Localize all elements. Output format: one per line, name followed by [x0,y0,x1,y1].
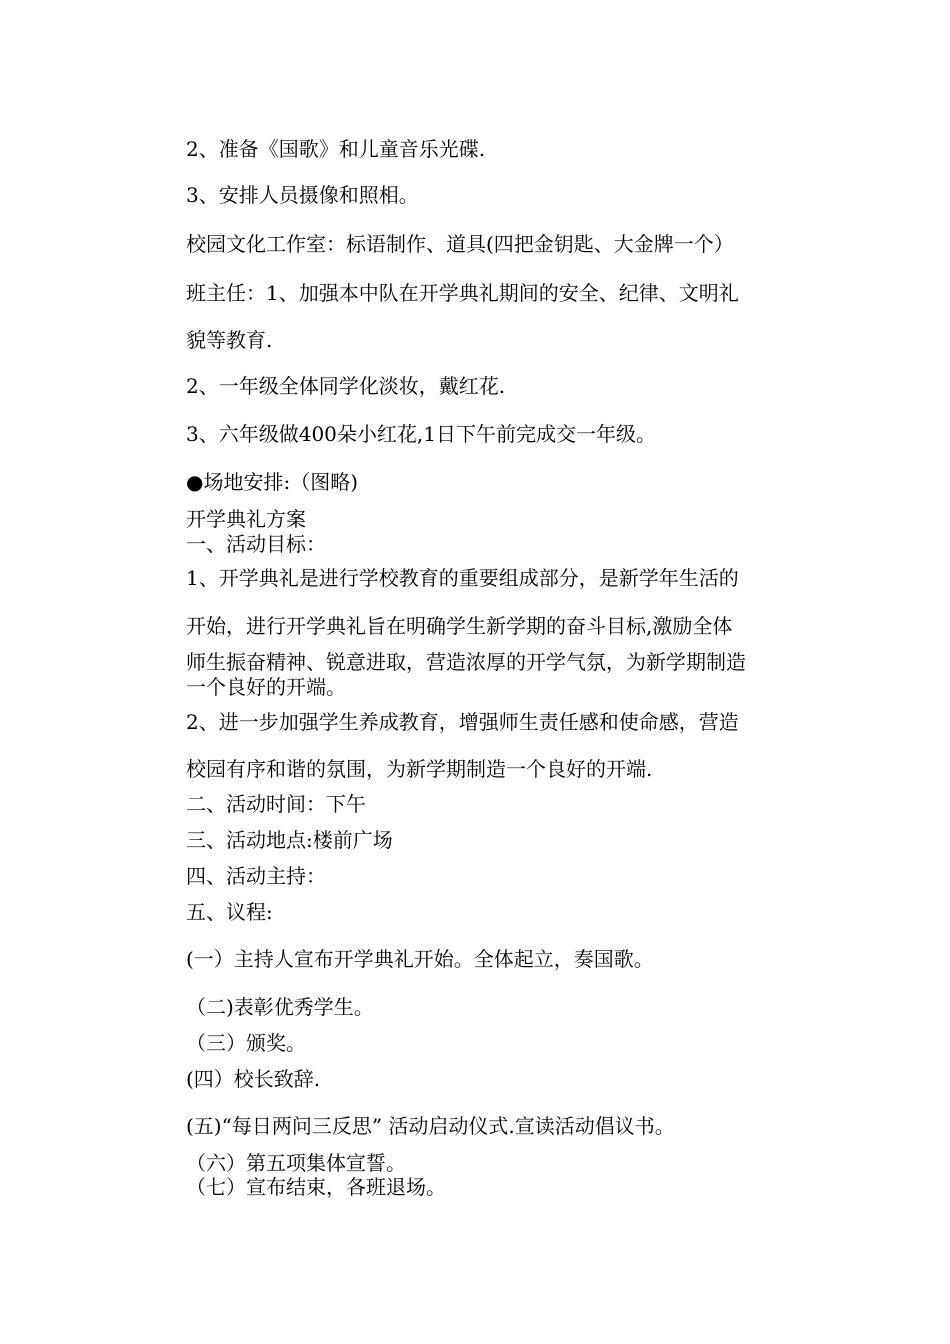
agenda-item: （六）第五项集体宣誓。 [186,1151,406,1175]
text-line: 校园文化工作室：标语制作、道具(四把金钥匙、大金牌一个） [186,232,734,256]
section-heading: 二、活动时间：下午 [186,792,366,816]
text-line: 1、开学典礼是进行学校教育的重要组成部分，是新学年生活的 [186,566,739,590]
text-line: ●场地安排:（图略) [186,470,358,494]
agenda-item: （二)表彰优秀学生。 [186,995,374,1019]
agenda-item: (一）主持人宣布开学典礼开始。全体起立，奏国歌。 [186,947,654,971]
agenda-item: （七）宣布结束，各班退场。 [186,1175,446,1199]
text-line: 貌等教育. [186,328,273,352]
text-line: 3、六年级做400朵小红花,1日下午前完成交一年级。 [186,422,656,446]
agenda-item: (四）校长致辞. [186,1067,321,1091]
section-heading: 三、活动地点:楼前广场 [186,828,393,852]
text-line: 校园有序和谐的氛围，为新学期制造一个良好的开端. [186,757,653,781]
agenda-item: (五)“每日两问三反思” 活动启动仪式.宣读活动倡议书。 [186,1114,675,1138]
text-line: 师生振奋精神、锐意进取，营造浓厚的开学气氛，为新学期制造 [186,650,746,674]
text-line: 开始，进行开学典礼旨在明确学生新学期的奋斗目标,激励全体 [186,614,733,638]
text-line: 3、安排人员摄像和照相。 [186,183,419,207]
text-line: 2、一年级全体同学化淡妆，戴红花. [186,374,506,398]
section-heading: 五、议程: [186,900,273,924]
section-title: 开学典礼方案 [186,507,306,531]
section-heading: 一、活动目标： [186,532,326,556]
text-line: 班主任：1、加强本中队在开学典礼期间的安全、纪律、文明礼 [186,281,739,305]
section-heading: 四、活动主持： [186,864,326,888]
text-line: 2、准备《国歌》和儿童音乐光碟. [186,137,486,161]
agenda-item: （三）颁奖。 [186,1031,306,1055]
text-line: 2、进一步加强学生养成教育，增强师生责任感和使命感，营造 [186,710,739,734]
text-line: 一个良好的开端。 [186,675,346,699]
